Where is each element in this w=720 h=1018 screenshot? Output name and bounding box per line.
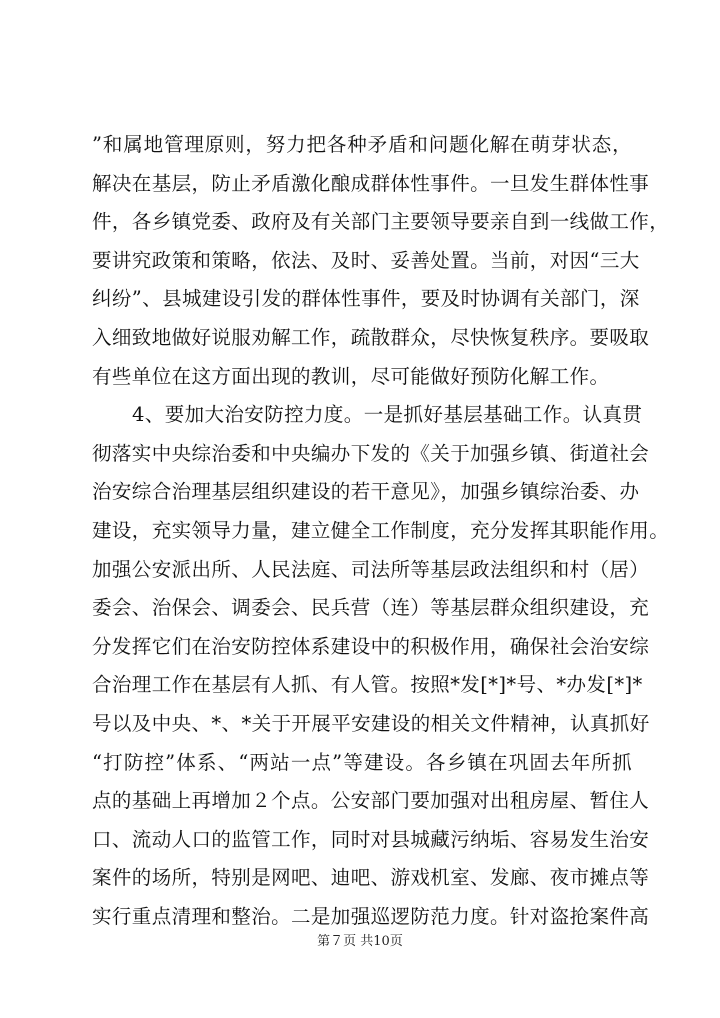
text-line: 纠纷”、县城建设引发的群体性事件，要及时协调有关部门，深 bbox=[92, 287, 640, 311]
text-line: “打防控”体系、“两站一点”等建设。各乡镇在巩固去年所抓 bbox=[92, 750, 632, 774]
text-line: 彻落实中央综治委和中央编办下发的《关于加强乡镇、街道社会 bbox=[92, 441, 650, 465]
text-line: 加强公安派出所、人民法庭、司法所等基层政法组织和村（居） bbox=[92, 557, 650, 581]
text-line: 要讲究政策和策略，依法、及时、妥善处置。当前，对因“三大 bbox=[92, 248, 640, 272]
text-line: 口、流动人口的监管工作，同时对县城藏污纳垢、容易发生治安 bbox=[92, 827, 650, 851]
text-line: 4、要加大治安防控力度。一是抓好基层基础工作。认真贯 bbox=[132, 403, 643, 427]
text-line: 件，各乡镇党委、政府及有关部门主要领导要亲自到一线做工作， bbox=[92, 210, 670, 234]
text-line: 治安综合治理基层组织建设的若干意见》，加强乡镇综治委、办 bbox=[92, 480, 640, 504]
text-line: 点的基础上再增加２个点。公安部门要加强对出租房屋、暂住人 bbox=[92, 789, 650, 813]
text-line: 委会、治保会、调委会、民兵营（连）等基层群众组织建设，充 bbox=[92, 596, 650, 620]
document-body bbox=[92, 126, 670, 936]
text-line: 建设，充实领导力量，建立健全工作制度，充分发挥其职能作用。 bbox=[92, 518, 670, 542]
text-line: 合治理工作在基层有人抓、有人管。按照*发[*]*号、*办发[*]* bbox=[92, 673, 643, 697]
text-line: 有些单位在这方面出现的教训，尽可能做好预防化解工作。 bbox=[92, 364, 610, 388]
text-line: 案件的场所，特别是网吧、迪吧、游戏机室、发廊、夜市摊点等 bbox=[92, 866, 650, 890]
page-number-footer: 第７页 共10页 bbox=[317, 934, 403, 949]
text-line: 解决在基层，防止矛盾激化酿成群体性事件。一旦发生群体性事 bbox=[92, 171, 650, 195]
text-line: 分发挥它们在治安防控体系建设中的积极作用，确保社会治安综 bbox=[92, 634, 650, 658]
text-line: 号以及中央、*、*关于开展平安建设的相关文件精神，认真抓好 bbox=[92, 711, 650, 735]
text-line: 实行重点清理和整治。二是加强巡逻防范力度。针对盗抢案件高 bbox=[92, 904, 650, 928]
text-line: 入细致地做好说服劝解工作，疏散群众，尽快恢复秩序。要吸取 bbox=[92, 325, 650, 349]
text-line: ”和属地管理原则，努力把各种矛盾和问题化解在萌芽状态， bbox=[92, 133, 632, 156]
